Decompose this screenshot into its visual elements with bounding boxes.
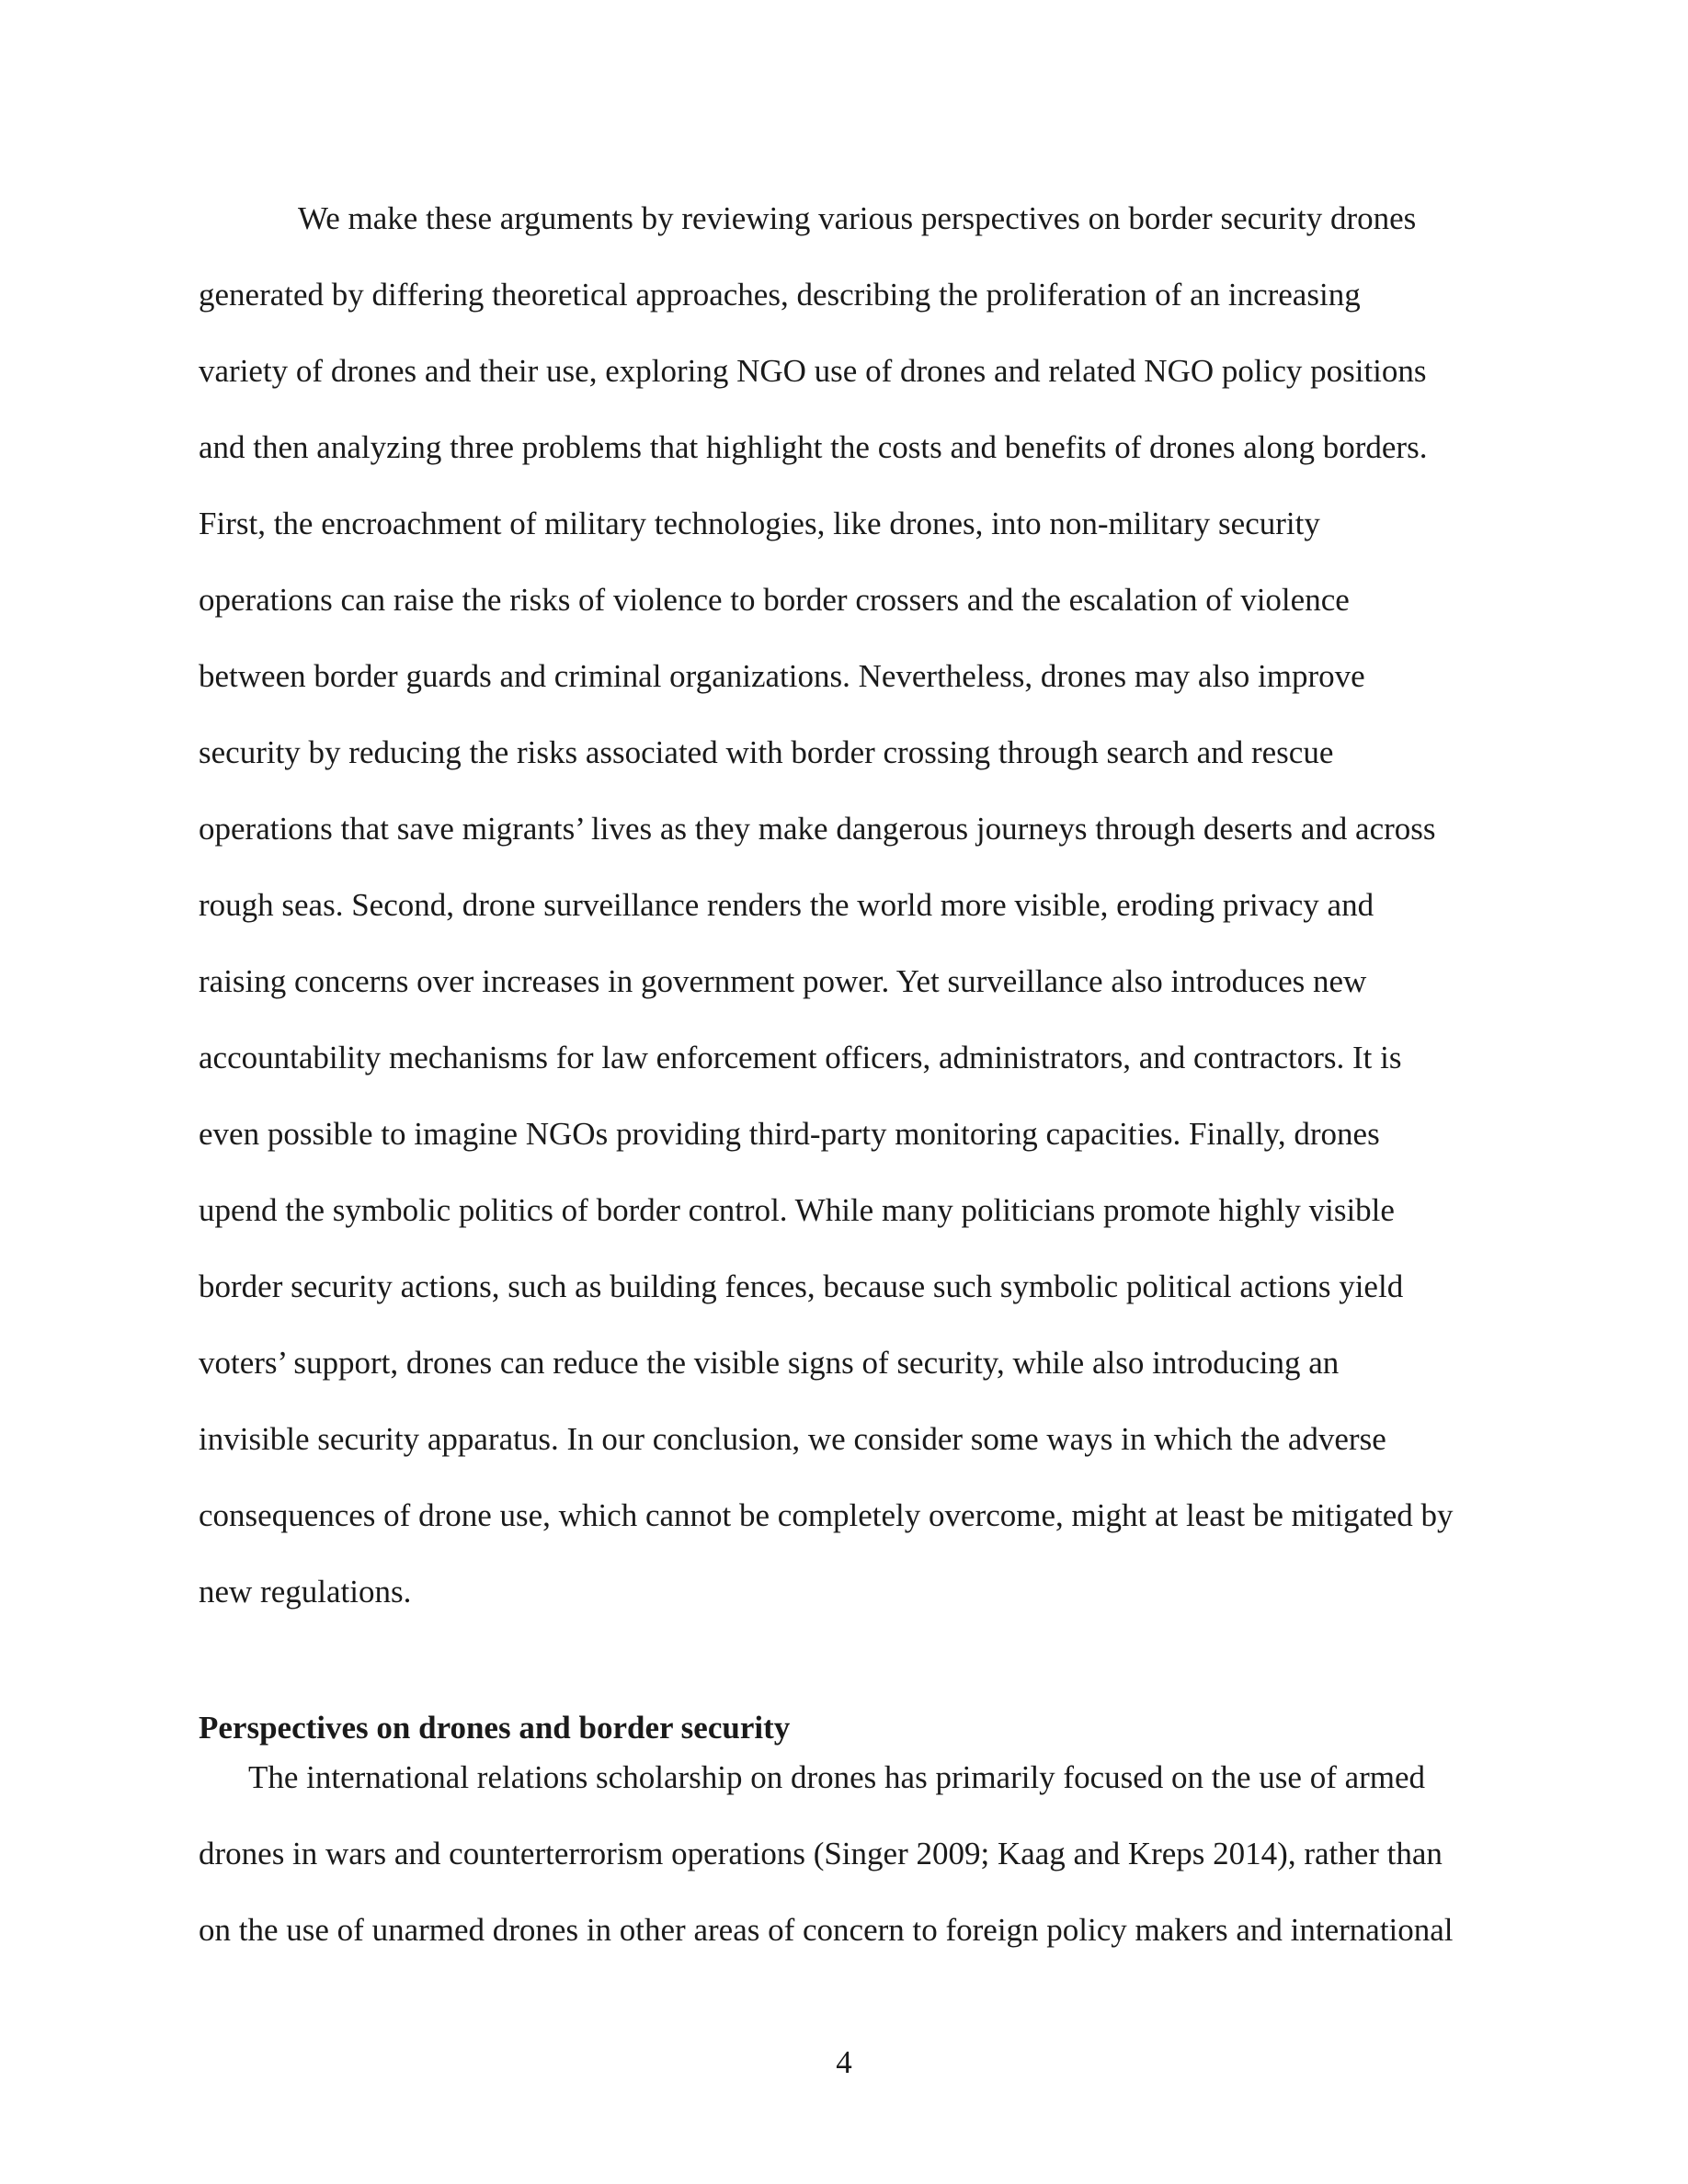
text-line: invisible security apparatus. In our conclusion, we consider some ways in which the adverse	[199, 1421, 1386, 1457]
page-number: 4	[836, 2044, 852, 2080]
text-line: upend the symbolic politics of border control. While many politicians promote highly visible	[199, 1192, 1395, 1228]
text-line: even possible to imagine NGOs providing third-party monitoring capacities. Finally, drones	[199, 1116, 1380, 1152]
text-line: variety of drones and their use, exploring NGO use of drones and related NGO policy positions	[199, 353, 1427, 389]
text-line: accountability mechanisms for law enforcement officers, administrators, and contractors. It is	[199, 1040, 1402, 1075]
text-line: operations can raise the risks of violence to border crossers and the escalation of violence	[199, 582, 1350, 618]
text-line: on the use of unarmed drones in other areas of concern to foreign policy makers and international	[199, 1912, 1454, 1948]
text-line: and then analyzing three problems that highlight the costs and benefits of drones along borders.	[199, 429, 1428, 465]
text-line: First, the encroachment of military technologies, like drones, into non-military security	[199, 506, 1320, 541]
text-line: operations that save migrants’ lives as they make dangerous journeys through deserts and across	[199, 811, 1436, 847]
body-paragraph-section	[199, 1739, 1489, 1968]
text-line: new regulations.	[199, 1574, 412, 1610]
text-line: rough seas. Second, drone surveillance renders the world more visible, eroding privacy and	[199, 887, 1374, 923]
text-line: security by reducing the risks associated with border crossing through search and rescue	[199, 734, 1334, 770]
text-line: voters’ support, drones can reduce the visible signs of security, while also introducing an	[199, 1345, 1340, 1381]
body-paragraph-intro	[199, 180, 1489, 1630]
text-line: raising concerns over increases in government power. Yet surveillance also introduces new	[199, 963, 1367, 999]
text-line: between border guards and criminal organizations. Nevertheless, drones may also improve	[199, 658, 1365, 694]
text-line: The international relations scholarship on drones has primarily focused on the use of armed	[248, 1759, 1426, 1795]
section-heading: Perspectives on drones and border security	[199, 1710, 791, 1746]
text-line: drones in wars and counterterrorism operations (Singer 2009; Kaag and Kreps 2014), rather than	[199, 1836, 1443, 1871]
text-line: generated by differing theoretical approaches, describing the proliferation of an increasing	[199, 277, 1361, 313]
text-line: consequences of drone use, which cannot be completely overcome, might at least be mitigated by	[199, 1497, 1454, 1533]
text-line: border security actions, such as building fences, because such symbolic political actions yield	[199, 1268, 1404, 1304]
text-line: We make these arguments by reviewing various perspectives on border security drones	[298, 200, 1417, 236]
